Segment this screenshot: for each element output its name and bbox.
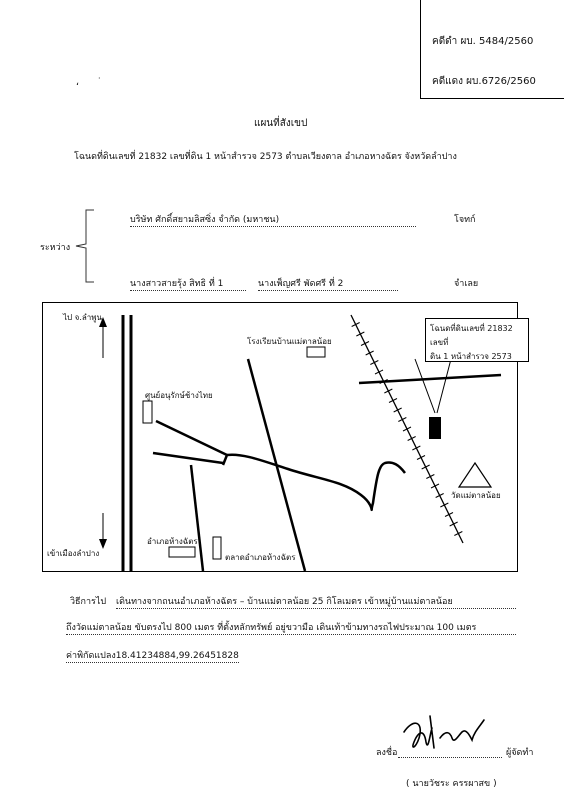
label-elephant-center: ศูนย์อนุรักษ์ช้างไทย [145,391,213,400]
school-building [307,347,325,357]
plaintiff-name: บริษัท ศักดิ์สยามลิสซิ่ง จำกัด (มหาชน) [130,212,416,227]
property-pointer [415,359,451,413]
sign-label: ลงชื่อ [376,748,398,758]
label-market: ตลาดอำเภอห้างฉัตร [225,553,296,562]
defendant-1: นางสาวสายรุ้ง สิทธิ ที่ 1 [130,276,246,291]
road-diagonal [248,359,305,571]
arrow-down-icon [99,539,107,549]
deed-callout-line-2: ดิน 1 หน้าสำรวจ 2573 [430,352,512,361]
deed-callout-box [425,318,529,362]
road-junction [153,453,223,463]
label-to-lampang: เข้าเมืองลำปาง [47,549,100,558]
red-case-number: คดีแดง ผบ.6726/2560 [432,76,536,87]
road-to-plot [359,375,501,383]
signature-role: ผู้จัดทำ [506,748,534,758]
deed-line: โฉนดที่ดินเลขที่ 21832 เลขที่ดิน 1 หน้าสำรวจ 2573 ตำบลเวียงตาล อำเภอหางฉัตร จังหวัดลำปาง [74,152,457,162]
sketch-map [42,302,518,572]
parties-brace [72,208,102,284]
black-case-number: คดีดำ ผบ. 5484/2560 [432,36,534,47]
market-building [213,537,221,559]
road-elephant [156,421,227,455]
temple-triangle-icon [459,463,491,487]
handwritten-signature [400,712,500,762]
stray-mark: ʻ [76,82,80,93]
district-office-building [169,547,195,557]
label-school: โรงเรียนบ้านแม่ตาลน้อย [247,337,332,346]
page-title: แผนที่สังเขป [254,118,308,129]
label-to-lamphun: ไป จ.ลำพูน [63,313,103,322]
label-temple: วัดแม่ตาลน้อย [451,491,501,500]
defendant-2: นางเพ็ญศรี พัดศรี ที่ 2 [258,276,398,291]
plaintiff-role: โจทก์ [454,215,476,225]
coordinates: ค่าพิกัดแปลง18.41234884,99.26451828 [66,648,239,663]
defendant-role: จำเลย [454,279,479,289]
signer-name: ( นายวัชระ ครรผาสข ) [406,779,497,789]
directions-line-1: เดินทางจากถนนอำเภอห้างฉัตร – บ้านแม่ตาลน้อย 25 กิโลเมตร เข้าหมู่บ้านแม่ตาลน้อย [116,594,516,609]
directions-line-2: ถึงวัดแม่ตาลน้อย ขับตรงไป 800 เมตร ที่ตั้งหลักทรัพย์ อยู่ขวามือ เดินเท้าข้ามทางรถไฟประมาณ 100 เมตร [66,620,516,635]
deed-callout-line-1: โฉนดที่ดินเลขที่ 21832 เลขที่ [430,324,513,347]
elephant-center-building [143,401,152,423]
between-label: ระหว่าง [40,243,71,253]
road-winding [223,455,405,510]
directions-label: วิธีการไป [70,597,107,607]
label-district-office: อำเภอห้างฉัตร [147,537,198,546]
property-marker [429,417,441,439]
stray-dot: · [98,74,101,83]
